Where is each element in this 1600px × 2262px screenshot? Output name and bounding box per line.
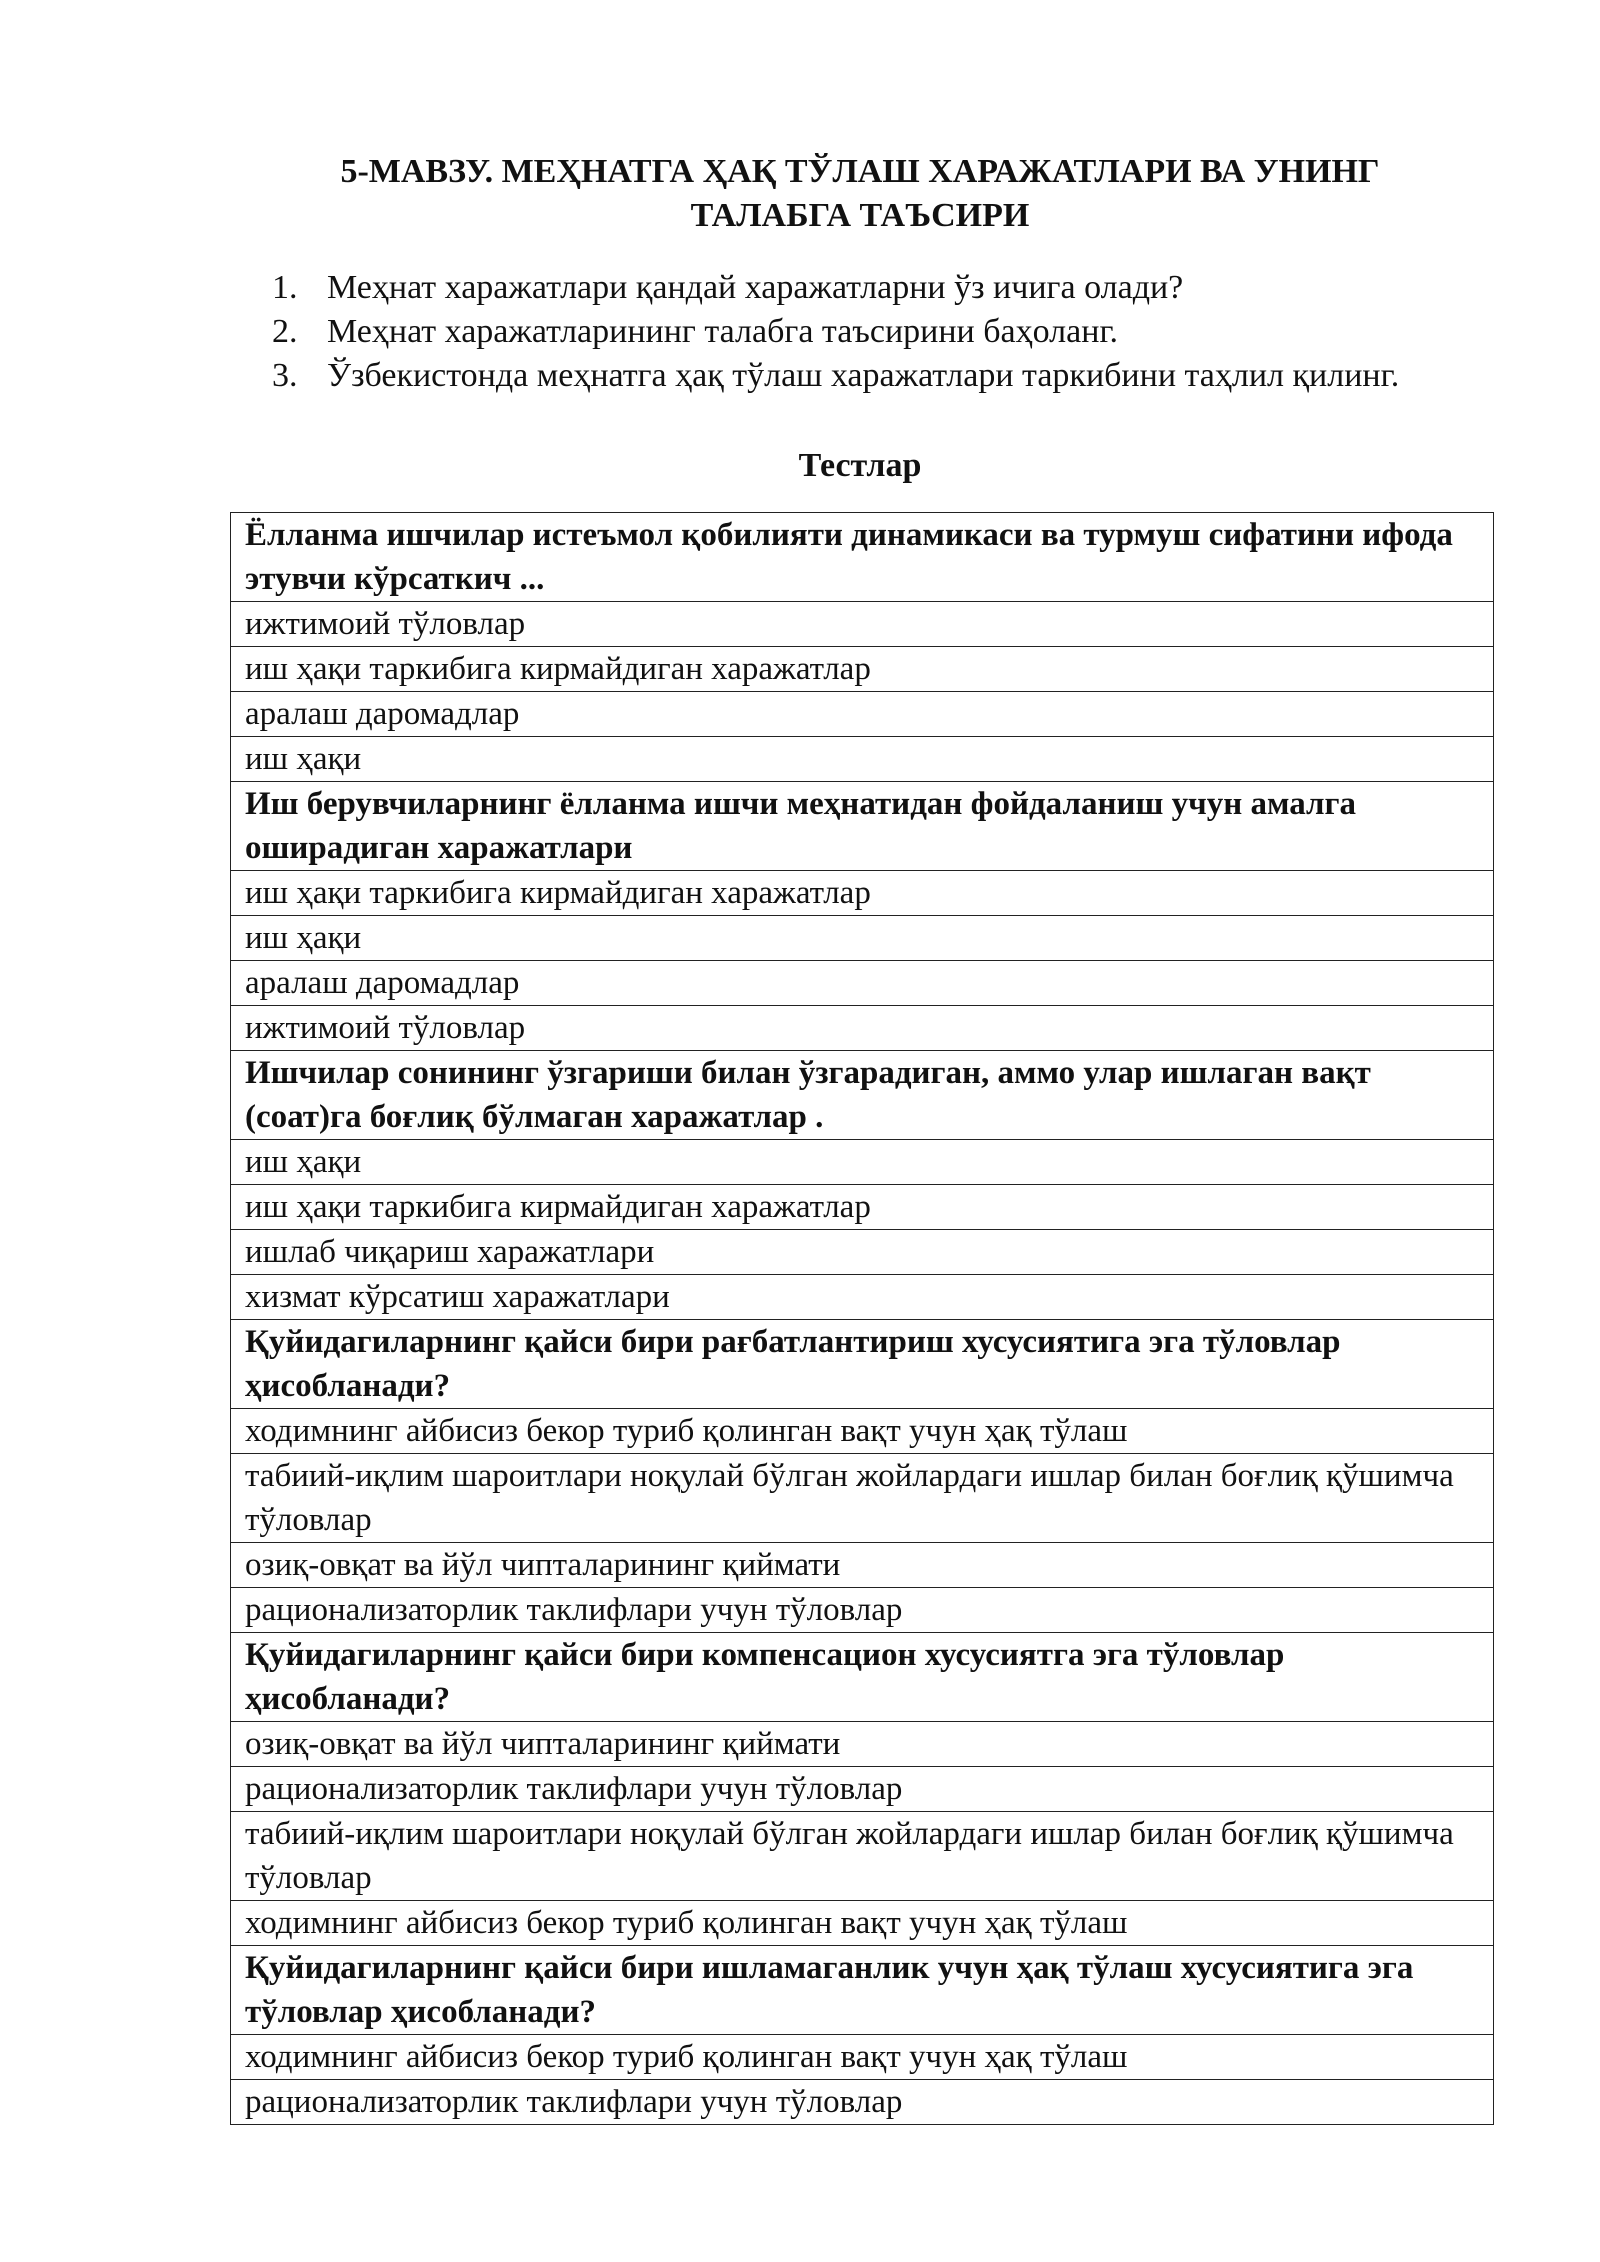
test-table bbox=[230, 512, 1494, 2125]
test-answer-text: иш ҳақи таркибига кирмайдиган харажатлар bbox=[231, 871, 1494, 916]
test-question-row bbox=[231, 1633, 1494, 1722]
test-answer-text: рационализаторлик таклифлари учун тўловлар bbox=[231, 1767, 1494, 1812]
test-answer-row bbox=[231, 1812, 1494, 1901]
test-answer-text: хизмат кўрсатиш харажатлари bbox=[231, 1275, 1494, 1320]
question-number: 3. bbox=[272, 357, 298, 394]
test-answer-row bbox=[231, 1230, 1494, 1275]
test-answer-text: ходимнинг айбисиз бекор туриб қолинган вақт учун ҳақ тўлаш bbox=[231, 2035, 1494, 2080]
document-title bbox=[230, 150, 1490, 238]
test-question-row bbox=[231, 513, 1494, 602]
test-answer-row bbox=[231, 1454, 1494, 1543]
test-answer-row bbox=[231, 1722, 1494, 1767]
test-answer-row bbox=[231, 647, 1494, 692]
test-answer-row bbox=[231, 2035, 1494, 2080]
test-answer-text: озиқ-овқат ва йўл чипталарининг қиймати bbox=[231, 1543, 1494, 1588]
question-item bbox=[272, 310, 1494, 354]
test-answer-row bbox=[231, 1901, 1494, 1946]
test-answer-row bbox=[231, 1140, 1494, 1185]
test-answer-row bbox=[231, 916, 1494, 961]
test-answer-text: иш ҳақи bbox=[231, 737, 1494, 782]
question-text: Меҳнат харажатларининг талабга таъсирини баҳоланг. bbox=[327, 313, 1119, 350]
test-question-text: Ишчилар сонининг ўзгариши билан ўзгарадиган, аммо улар ишлаган вақт (соат)га боғлиқ бўлмаган харажатлар . bbox=[231, 1051, 1494, 1140]
test-answer-row bbox=[231, 2080, 1494, 2125]
question-text: Ўзбекистонда меҳнатга ҳақ тўлаш харажатлари таркибини таҳлил қилинг. bbox=[327, 357, 1400, 394]
test-answer-row bbox=[231, 1409, 1494, 1454]
test-answer-text: табиий-иқлим шароитлари ноқулай бўлган жойлардаги ишлар билан боғлиқ қўшимча тўловлар bbox=[231, 1454, 1494, 1543]
tests-heading: Тестлар bbox=[798, 447, 922, 484]
test-answer-row bbox=[231, 1275, 1494, 1320]
test-question-row bbox=[231, 1051, 1494, 1140]
test-answer-row bbox=[231, 871, 1494, 916]
test-answer-text: аралаш даромадлар bbox=[231, 961, 1494, 1006]
test-answer-row bbox=[231, 1543, 1494, 1588]
test-answer-row bbox=[231, 737, 1494, 782]
test-question-text: Қуйидагиларнинг қайси бири рағбатлантириш хусусиятига эга тўловлар ҳисобланади? bbox=[231, 1320, 1494, 1409]
test-answer-text: ижтимоий тўловлар bbox=[231, 602, 1494, 647]
test-answer-text: иш ҳақи таркибига кирмайдиган харажатлар bbox=[231, 1185, 1494, 1230]
test-question-row bbox=[231, 1946, 1494, 2035]
question-item bbox=[272, 266, 1494, 310]
test-answer-row bbox=[231, 961, 1494, 1006]
test-answer-row bbox=[231, 602, 1494, 647]
test-question-row bbox=[231, 782, 1494, 871]
test-answer-text: иш ҳақи bbox=[231, 916, 1494, 961]
test-answer-text: ходимнинг айбисиз бекор туриб қолинган вақт учун ҳақ тўлаш bbox=[231, 1409, 1494, 1454]
test-answer-row bbox=[231, 692, 1494, 737]
test-answer-text: иш ҳақи таркибига кирмайдиган харажатлар bbox=[231, 647, 1494, 692]
test-answer-text: рационализаторлик таклифлари учун тўловлар bbox=[231, 2080, 1494, 2125]
test-answer-row bbox=[231, 1185, 1494, 1230]
test-table-body bbox=[231, 513, 1494, 2125]
question-item bbox=[272, 354, 1494, 398]
test-question-text: Иш берувчиларнинг ёлланма ишчи меҳнатидан фойдаланиш учун амалга оширадиган харажатлари bbox=[231, 782, 1494, 871]
test-answer-row bbox=[231, 1767, 1494, 1812]
test-answer-text: ходимнинг айбисиз бекор туриб қолинган вақт учун ҳақ тўлаш bbox=[231, 1901, 1494, 1946]
question-number: 1. bbox=[272, 269, 298, 306]
test-answer-row bbox=[231, 1006, 1494, 1051]
test-question-text: Ёлланма ишчилар истеъмол қобилияти динамикаси ва турмуш сифатини ифода этувчи кўрсаткич ... bbox=[231, 513, 1494, 602]
question-list bbox=[272, 266, 1494, 398]
title-line-2: ТАЛАБГА ТАЪСИРИ bbox=[690, 197, 1030, 234]
test-answer-text: аралаш даромадлар bbox=[231, 692, 1494, 737]
test-answer-text: ижтимоий тўловлар bbox=[231, 1006, 1494, 1051]
test-answer-text: озиқ-овқат ва йўл чипталарининг қиймати bbox=[231, 1722, 1494, 1767]
test-answer-text: иш ҳақи bbox=[231, 1140, 1494, 1185]
test-question-row bbox=[231, 1320, 1494, 1409]
test-question-text: Қуйидагиларнинг қайси бири компенсацион хусусиятга эга тўловлар ҳисобланади? bbox=[231, 1633, 1494, 1722]
test-answer-row bbox=[231, 1588, 1494, 1633]
question-number: 2. bbox=[272, 313, 298, 350]
question-text: Меҳнат харажатлари қандай харажатларни ўз ичига олади? bbox=[327, 269, 1184, 306]
test-answer-text: ишлаб чиқариш харажатлари bbox=[231, 1230, 1494, 1275]
test-question-text: Қуйидагиларнинг қайси бири ишламаганлик учун ҳақ тўлаш хусусиятига эга тўловлар ҳисобланади? bbox=[231, 1946, 1494, 2035]
title-line-1: 5-МАВЗУ. МЕҲНАТГА ҲАҚ ТЎЛАШ ХАРАЖАТЛАРИ ВА УНИНГ bbox=[340, 153, 1380, 190]
test-answer-text: рационализаторлик таклифлари учун тўловлар bbox=[231, 1588, 1494, 1633]
test-answer-text: табиий-иқлим шароитлари ноқулай бўлган жойлардаги ишлар билан боғлиқ қўшимча тўловлар bbox=[231, 1812, 1494, 1901]
